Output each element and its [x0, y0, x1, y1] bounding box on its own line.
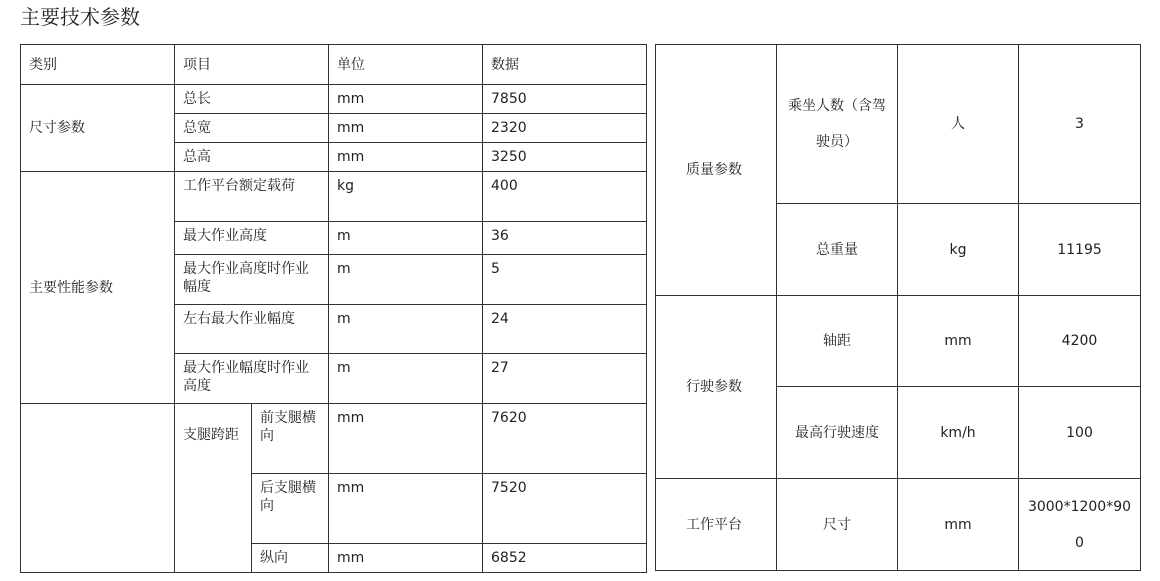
- unit-cell: m: [329, 222, 483, 255]
- value-cell: 24: [483, 305, 647, 354]
- value-cell: 3: [1019, 45, 1141, 204]
- header-data: 数据: [483, 45, 647, 85]
- value-cell: 100: [1019, 387, 1141, 479]
- table-row: [656, 479, 1141, 571]
- outrigger-span-label: 支腿跨距: [175, 404, 252, 573]
- table-row: [656, 296, 1141, 387]
- unit-cell: mm: [329, 404, 483, 474]
- sub-item-cell: 后支腿横向: [252, 474, 329, 544]
- value-cell: 7850: [483, 85, 647, 114]
- table-row: [21, 404, 647, 474]
- unit-cell: kg: [898, 204, 1019, 296]
- unit-cell: m: [329, 354, 483, 404]
- value-cell: 4200: [1019, 296, 1141, 387]
- table-row: [21, 172, 647, 222]
- item-cell: 最高行驶速度: [777, 387, 898, 479]
- item-cell: 总长: [175, 85, 329, 114]
- unit-cell: mm: [329, 143, 483, 172]
- item-cell: 工作平台额定载荷: [175, 172, 329, 222]
- group-empty: [21, 404, 175, 573]
- item-cell: 尺寸: [777, 479, 898, 571]
- unit-cell: m: [329, 255, 483, 305]
- unit-cell: km/h: [898, 387, 1019, 479]
- value-cell: 36: [483, 222, 647, 255]
- unit-cell: mm: [329, 544, 483, 573]
- value-cell: 400: [483, 172, 647, 222]
- group-mass: 质量参数: [656, 45, 777, 296]
- item-cell: 左右最大作业幅度: [175, 305, 329, 354]
- item-cell: 总高: [175, 143, 329, 172]
- value-cell: 3250: [483, 143, 647, 172]
- unit-cell: m: [329, 305, 483, 354]
- table-header-row: [21, 45, 647, 85]
- unit-cell: mm: [898, 479, 1019, 571]
- unit-cell: mm: [898, 296, 1019, 387]
- unit-cell: mm: [329, 85, 483, 114]
- group-platform: 工作平台: [656, 479, 777, 571]
- table-row: [656, 45, 1141, 204]
- value-cell: 27: [483, 354, 647, 404]
- unit-cell: mm: [329, 474, 483, 544]
- page-title: 主要技术参数: [20, 5, 140, 29]
- sub-item-cell: 前支腿横向: [252, 404, 329, 474]
- item-cell: 总重量: [777, 204, 898, 296]
- value-cell: 11195: [1019, 204, 1141, 296]
- item-cell: 最大作业幅度时作业高度: [175, 354, 329, 404]
- item-cell: 最大作业高度时作业幅度: [175, 255, 329, 305]
- value-cell: 5: [483, 255, 647, 305]
- value-cell: 6852: [483, 544, 647, 573]
- unit-cell: kg: [329, 172, 483, 222]
- unit-cell: 人: [898, 45, 1019, 204]
- item-cell: 轴距: [777, 296, 898, 387]
- table-row: [21, 85, 647, 114]
- header-category: 类别: [21, 45, 175, 85]
- sub-item-cell: 纵向: [252, 544, 329, 573]
- header-item: 项目: [175, 45, 329, 85]
- spec-table-right: [655, 44, 1141, 571]
- header-unit: 单位: [329, 45, 483, 85]
- item-cell: 乘坐人数（含驾驶员）: [777, 45, 898, 204]
- value-cell: 3000*1200*900: [1019, 479, 1141, 571]
- unit-cell: mm: [329, 114, 483, 143]
- group-dimension: 尺寸参数: [21, 85, 175, 172]
- value-cell: 2320: [483, 114, 647, 143]
- value-cell: 7620: [483, 404, 647, 474]
- group-performance: 主要性能参数: [21, 172, 175, 404]
- spec-table-left: [20, 44, 647, 573]
- value-cell: 7520: [483, 474, 647, 544]
- item-cell: 总宽: [175, 114, 329, 143]
- item-cell: 最大作业高度: [175, 222, 329, 255]
- group-driving: 行驶参数: [656, 296, 777, 479]
